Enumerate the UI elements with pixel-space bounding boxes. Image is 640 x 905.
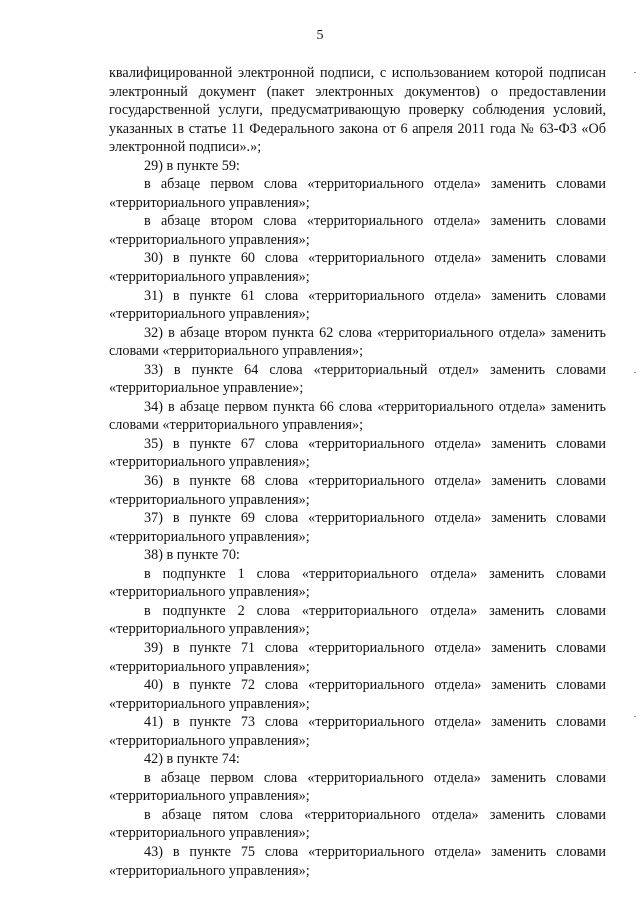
paragraph: 34) в абзаце первом пункта 66 слова «территориального отдела» заменить словами «территориального управления»; (109, 398, 606, 434)
paragraph: в абзаце первом слова «территориального отдела» заменить словами «территориального управления»; (109, 769, 606, 805)
paragraph: 32) в абзаце втором пункта 62 слова «территориального отдела» заменить словами «территориального управления»; (109, 324, 606, 360)
paragraph: 38) в пункте 70: (144, 547, 240, 564)
paragraph: 30) в пункте 60 слова «территориального отдела» заменить словами «территориального управления»; (109, 250, 606, 286)
paragraph: 35) в пункте 67 слова «территориального отдела» заменить словами «территориального управления»; (109, 435, 606, 471)
document-body (109, 64, 606, 880)
paragraph: в абзаце первом слова «территориального отдела» заменить словами «территориального управления»; (109, 176, 606, 211)
paragraph: в подпункте 1 слова «территориального отдела» заменить словами «территориального управления»; (109, 565, 606, 601)
paragraph: 29) в пункте 59: (144, 157, 240, 174)
paragraph: 37) в пункте 69 слова «территориального отдела» заменить словами «территориального управления»; (109, 510, 606, 545)
paragraph: в абзаце втором слова «территориального отдела» заменить словами «территориального управления»; (109, 213, 606, 248)
paragraph: 31) в пункте 61 слова «территориального отдела» заменить словами «территориального управления»; (109, 287, 606, 323)
scan-edge-mark (634, 72, 636, 73)
paragraph: 42) в пункте 74: (144, 751, 240, 768)
paragraph: 43) в пункте 75 слова «территориального отдела» заменить словами «территориального управления»; (109, 843, 606, 879)
page-number: 5 (316, 28, 324, 43)
scan-edge-mark (634, 372, 636, 373)
paragraph: в подпункте 2 слова «территориального отдела» заменить словами «территориального управления»; (109, 602, 606, 638)
scan-edge-mark (634, 716, 636, 717)
paragraph: 40) в пункте 72 слова «территориального отдела» заменить словами «территориального управления»; (109, 677, 606, 712)
paragraph: 36) в пункте 68 слова «территориального отдела» заменить словами «территориального управления»; (109, 473, 606, 508)
paragraph: в абзаце пятом слова «территориального отдела» заменить словами «территориального управления»; (109, 806, 606, 842)
paragraph: 39) в пункте 71 слова «территориального отдела» заменить словами «территориального управления»; (109, 639, 606, 675)
paragraph: 41) в пункте 73 слова «территориального отдела» заменить словами «территориального управления»; (109, 714, 606, 749)
paragraph: 33) в пункте 64 слова «территориальный отдел» заменить словами «территориальное управление»; (109, 361, 606, 397)
paragraph: квалифицированной электронной подписи, с использованием которой подписан электронный документ (пакет электронных документов) о предоставлении государственной услуги, предусматривающую проверку соблюдения условий, указанных в статье 11 Федерального закона от 6 апреля 2011 года № 63-ФЗ «Об электронной подписи».»; (109, 65, 606, 156)
